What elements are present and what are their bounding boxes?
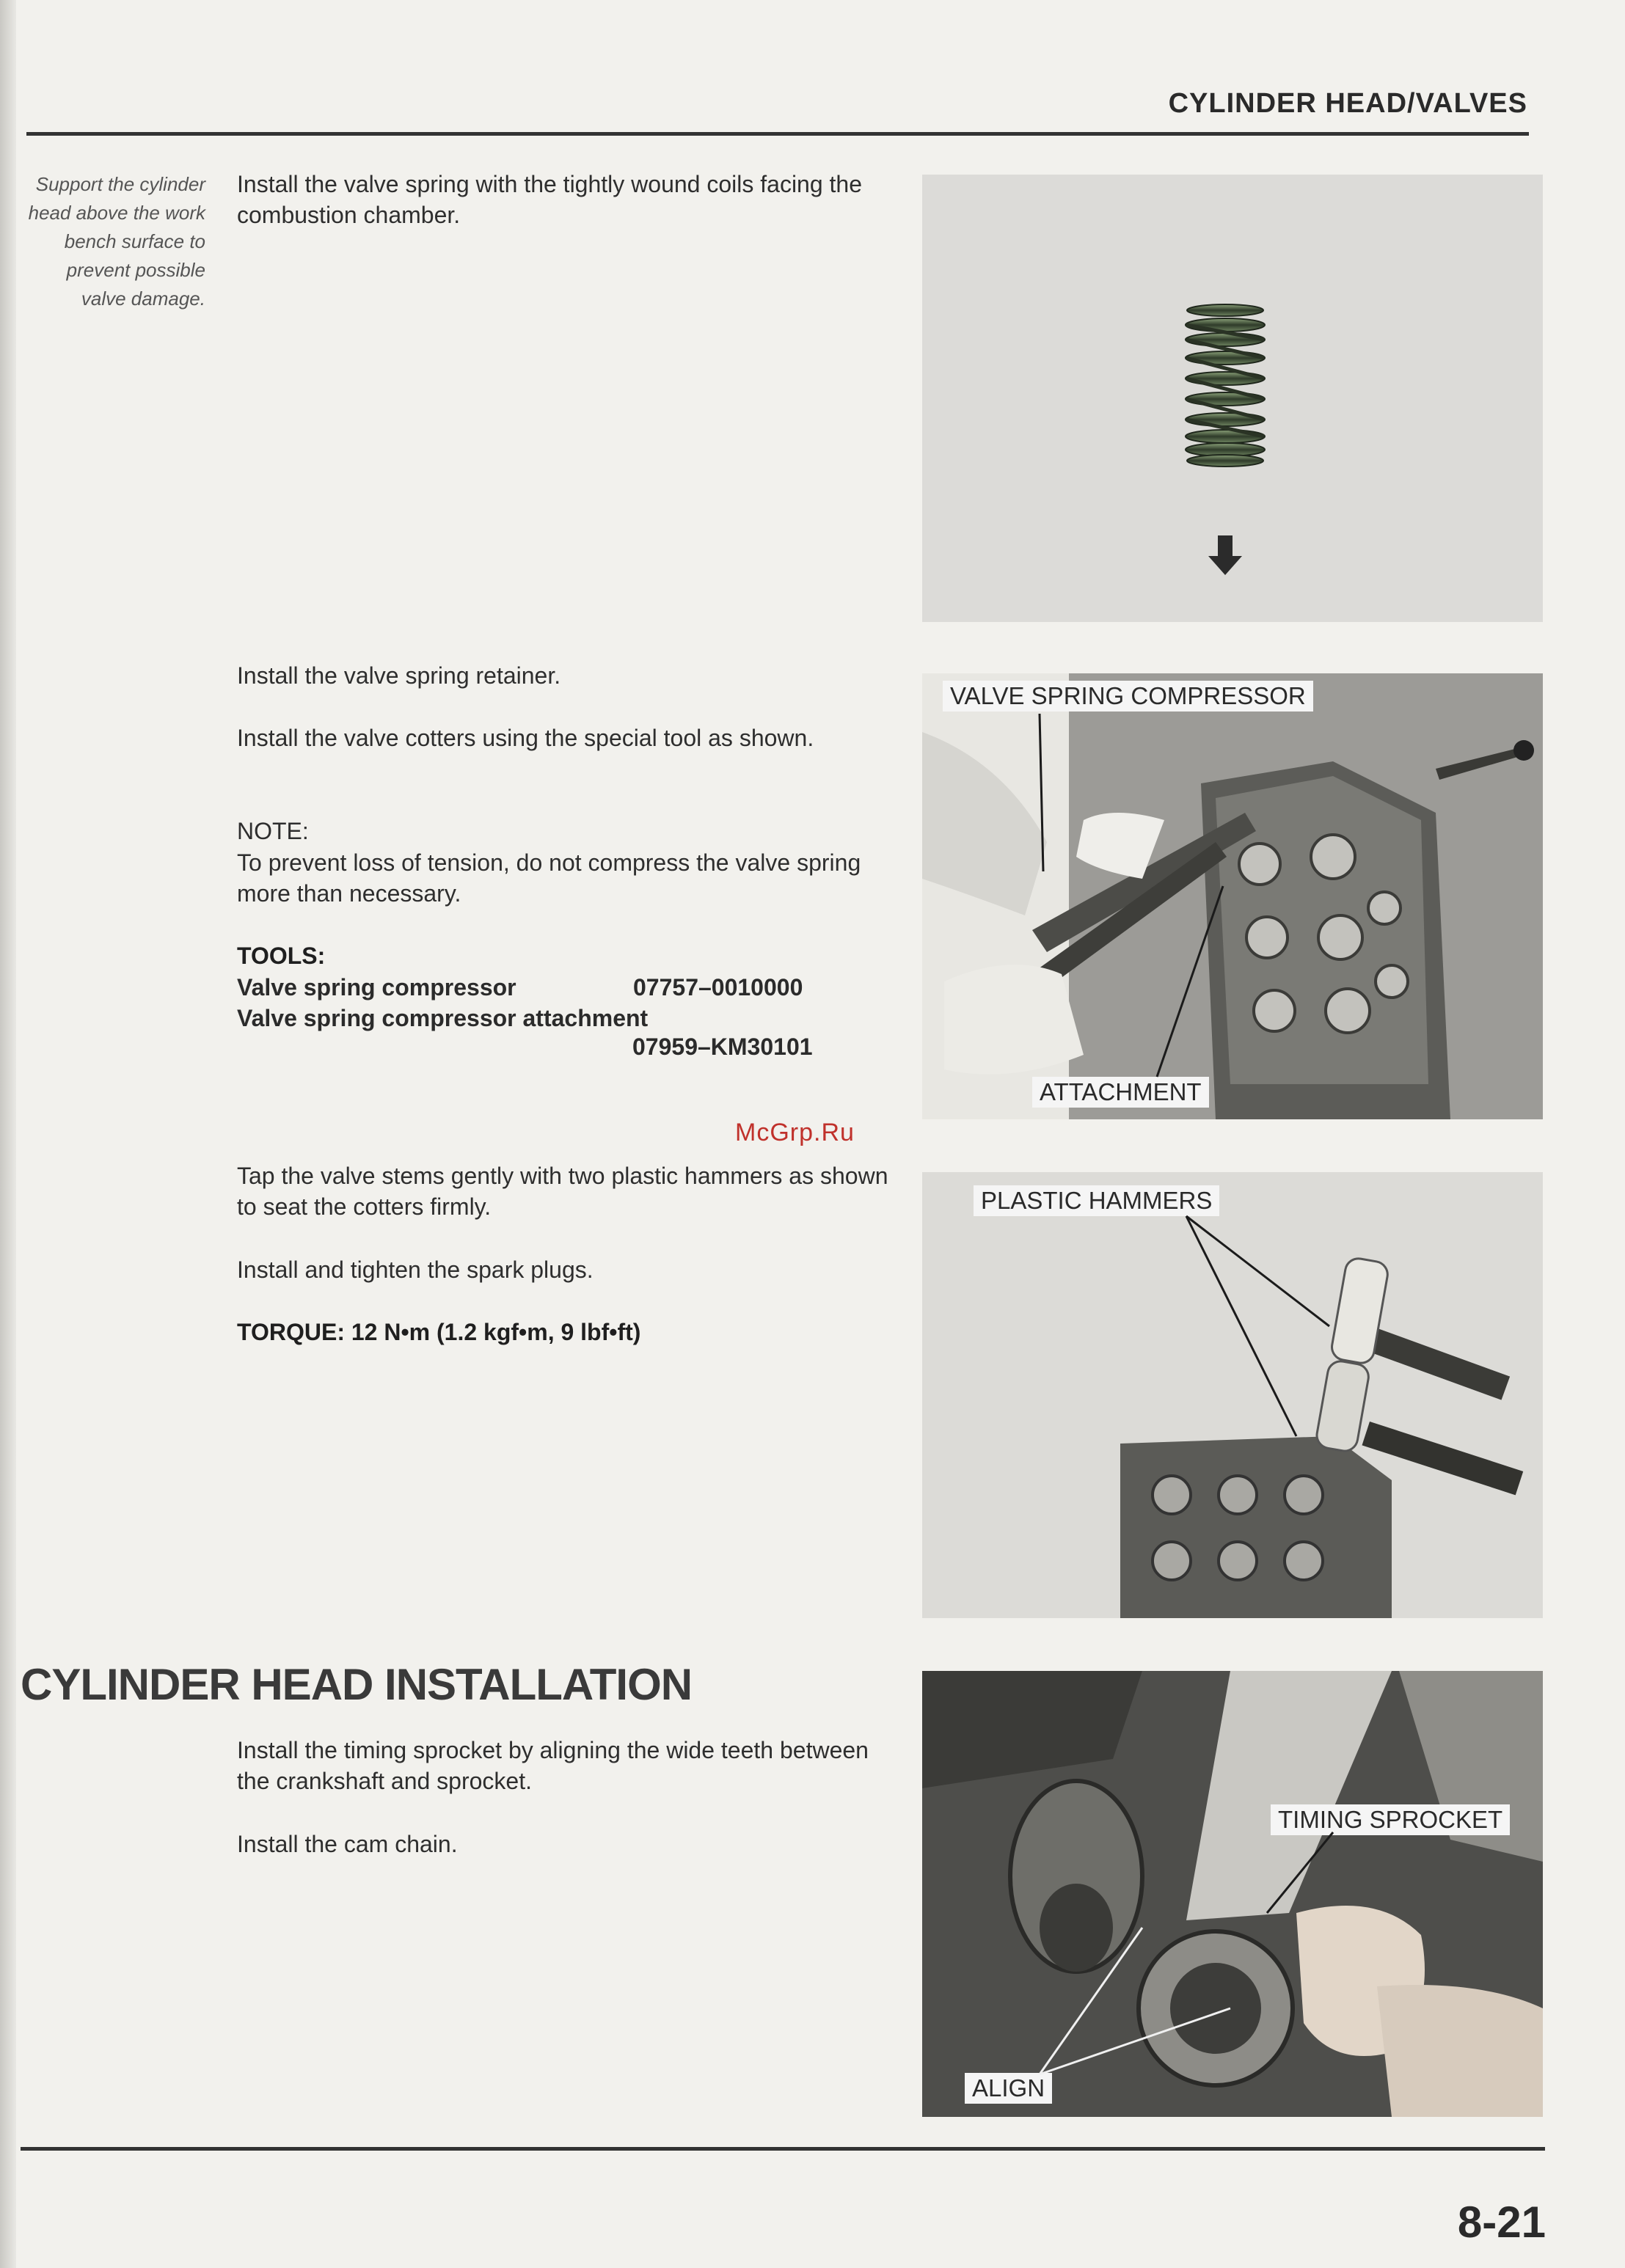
step-timing-sprocket: Install the timing sprocket by aligning the wide teeth between the crankshaft and sprocket. — [237, 1737, 869, 1794]
step-spark-plugs: Install and tighten the spark plugs. — [237, 1256, 594, 1283]
label-attachment: ATTACHMENT — [1032, 1077, 1209, 1108]
step-cotters: Install the valve cotters using the special tool as shown. — [237, 725, 814, 751]
side-note: Support the cylinder head above the work bench surface to prevent possible valve damage. — [28, 173, 205, 310]
valve-spring-illustration — [922, 175, 1543, 622]
header-rule — [26, 132, 1529, 136]
arrow-down-icon — [1218, 535, 1233, 557]
label-align: ALIGN — [965, 2073, 1052, 2104]
label-timing-sprocket: TIMING SPROCKET — [1271, 1804, 1510, 1835]
tool-number: 07959–KM30101 — [632, 1034, 813, 1060]
note-label: NOTE: — [237, 818, 309, 844]
section-title-installation: CYLINDER HEAD INSTALLATION — [21, 1660, 693, 1709]
tools-label: TOOLS: — [237, 943, 326, 969]
tool-row — [237, 972, 890, 1003]
tool-number: 07757–0010000 — [633, 974, 803, 1001]
footer-rule — [21, 2147, 1545, 2151]
callout-leaders — [922, 1671, 1543, 2117]
figure-valve-spring — [922, 175, 1543, 622]
scan-edge — [0, 0, 16, 2268]
page-number: 8-21 — [1457, 2198, 1546, 2247]
figure-timing-sprocket — [922, 1671, 1543, 2117]
figure-plastic-hammers — [922, 1172, 1543, 1618]
label-valve-spring-compressor: VALVE SPRING COMPRESSOR — [943, 681, 1313, 712]
callout-leaders — [922, 673, 1543, 1119]
step-tap-stems: Tap the valve stems gently with two plastic hammers as shown to seat the cotters firmly. — [237, 1163, 888, 1220]
watermark: McGrp.Ru — [735, 1119, 855, 1146]
tool-name: Valve spring compressor attachment — [237, 1005, 649, 1031]
step-spring-install: Install the valve spring with the tightly wound coils facing the combustion chamber. — [237, 171, 863, 228]
figure-compressor — [922, 673, 1543, 1119]
tool-name: Valve spring compressor — [237, 974, 516, 1001]
note-text: To prevent loss of tension, do not compress the valve spring more than necessary. — [237, 849, 861, 907]
tool-row — [237, 1003, 890, 1034]
label-plastic-hammers: PLASTIC HAMMERS — [974, 1185, 1219, 1216]
step-retainer: Install the valve spring retainer. — [237, 662, 561, 689]
torque-spec: TORQUE: 12 N•m (1.2 kgf•m, 9 lbf•ft) — [237, 1319, 641, 1345]
page-header-title: CYLINDER HEAD/VALVES — [1168, 88, 1527, 119]
callout-leaders — [922, 1172, 1543, 1618]
step-cam-chain: Install the cam chain. — [237, 1831, 458, 1857]
